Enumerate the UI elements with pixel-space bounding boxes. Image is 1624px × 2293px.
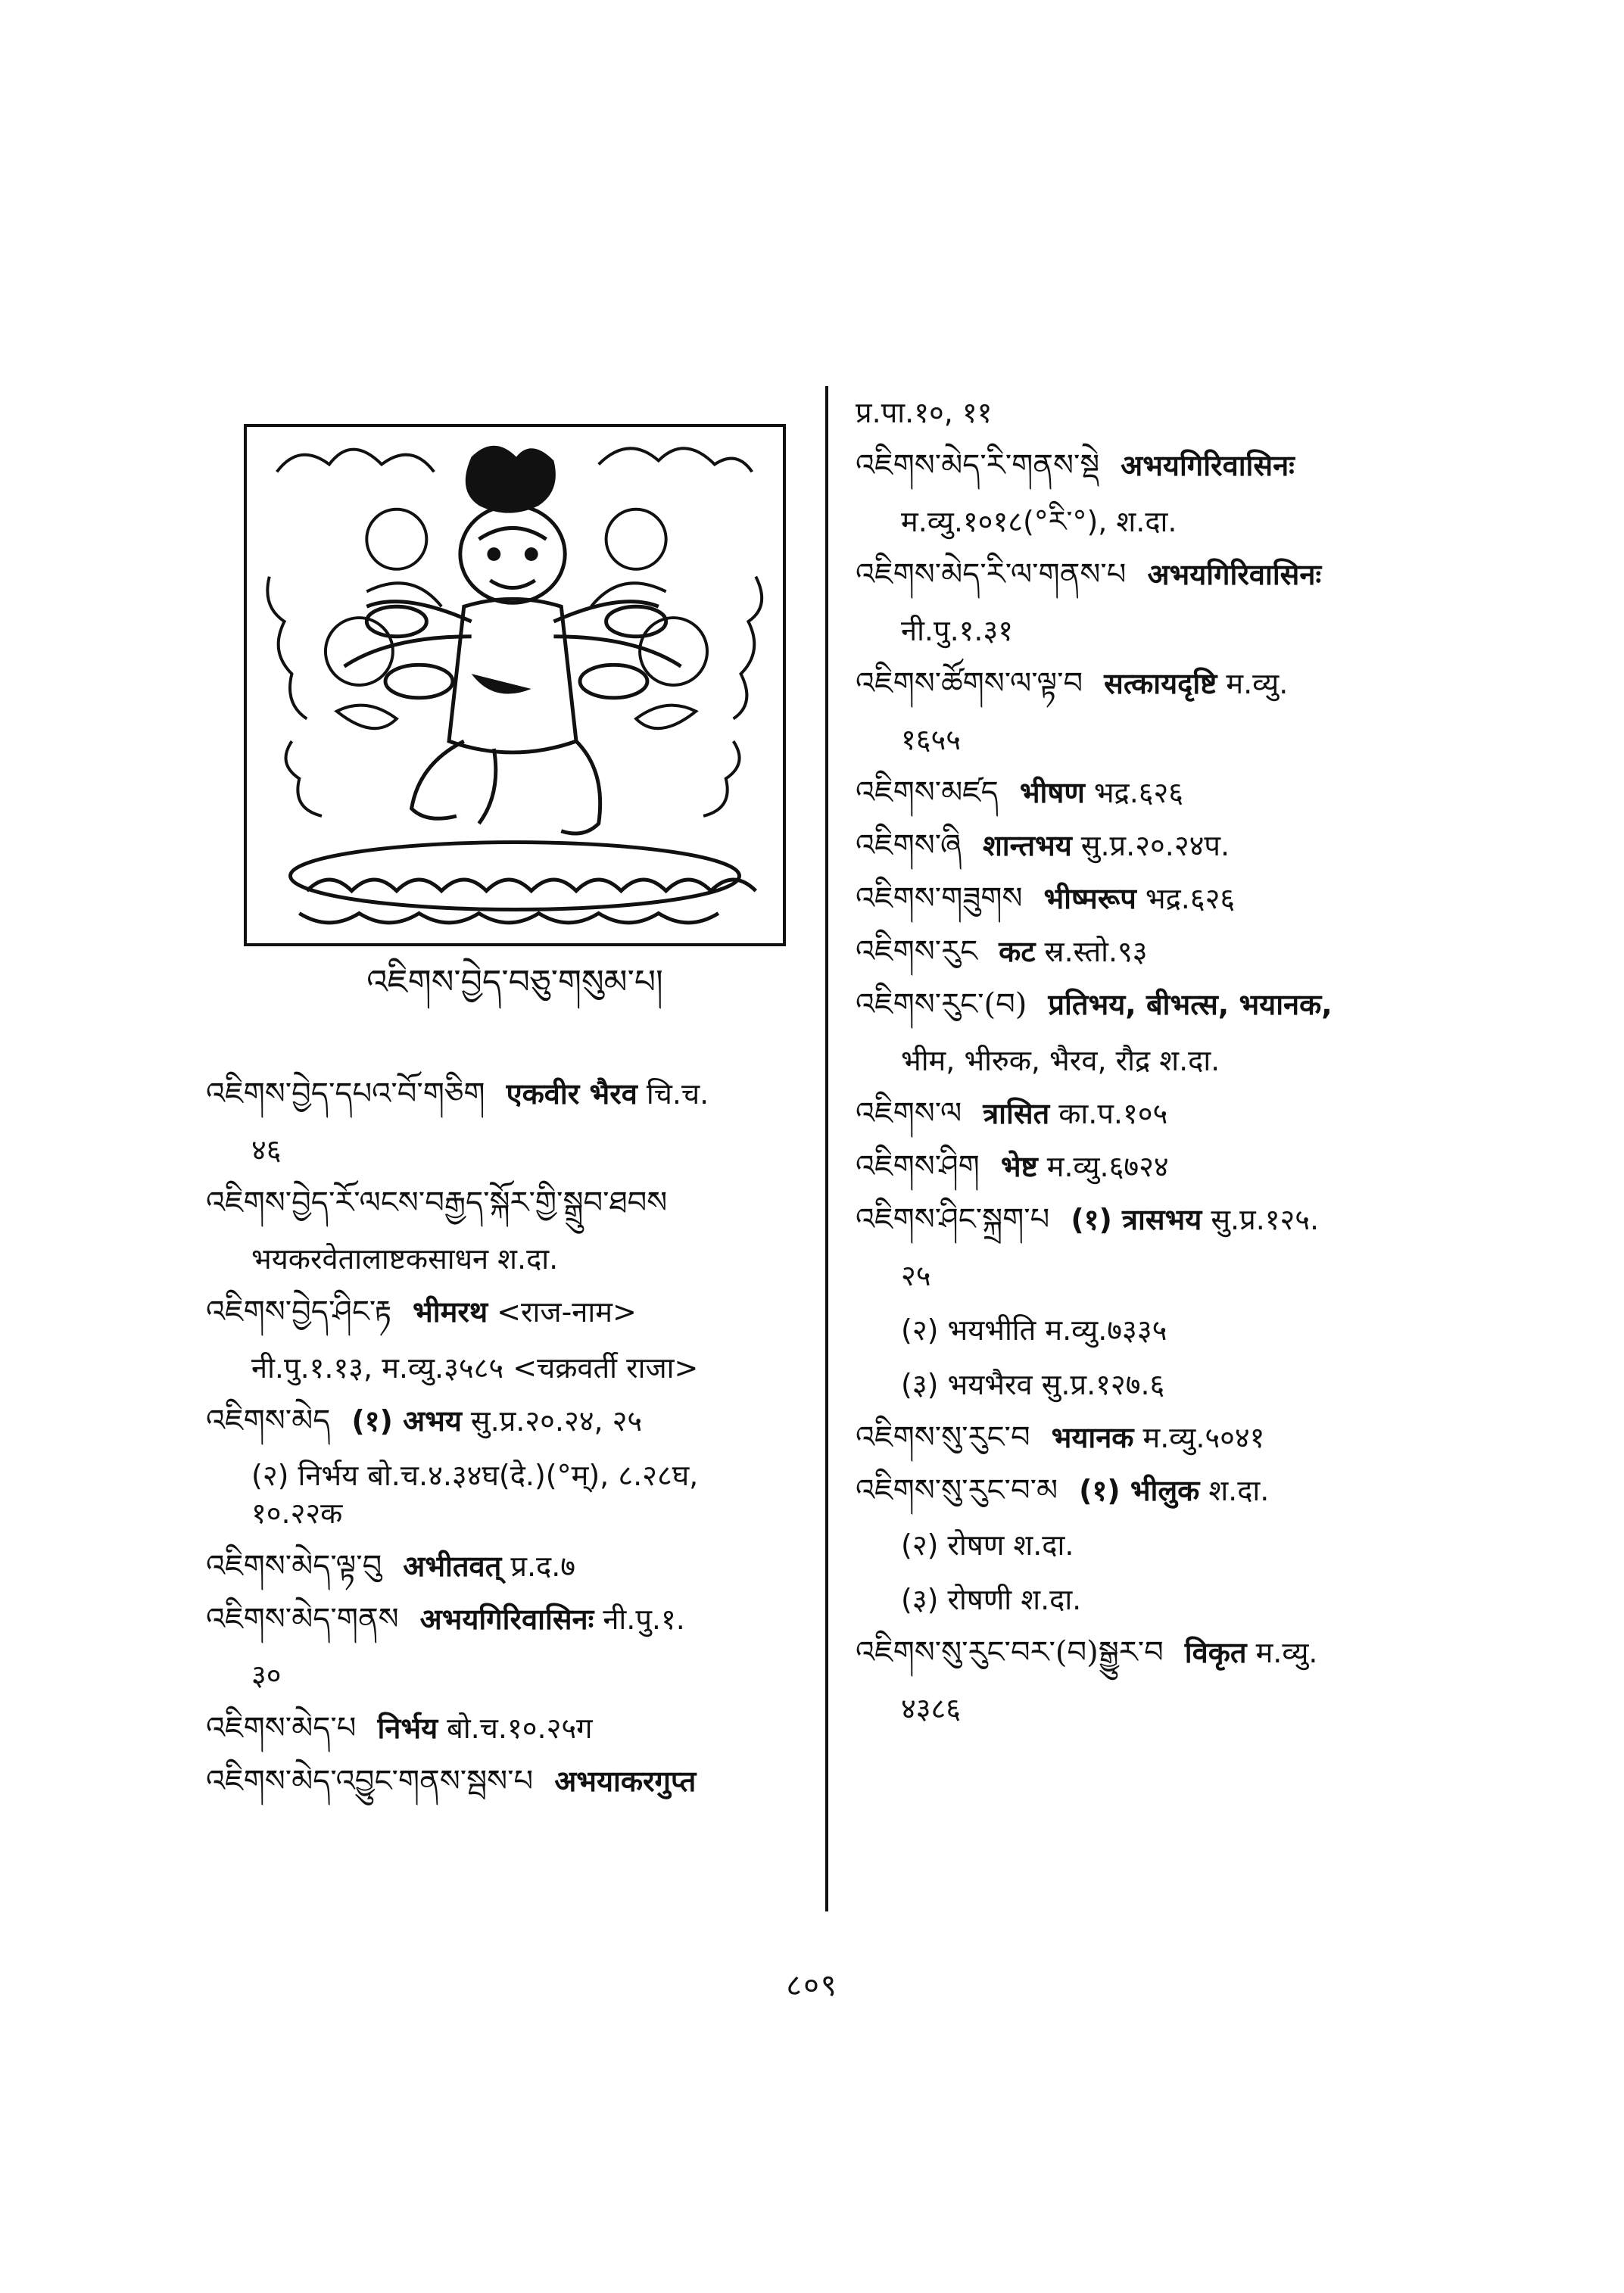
tibetan-headword: འཇིགས་བྱེད་རོ་ལངས་བརྒྱད་སྐོར་གྱི་སྒྲུབ་ཐབས — [206, 1185, 668, 1220]
column-divider — [825, 386, 828, 1911]
dictionary-entry — [206, 1184, 789, 1278]
tibetan-headword: འཇིགས་མེད་རི་ལ་གནས་པ — [856, 557, 1127, 592]
entry-headline — [856, 1419, 1431, 1456]
sanskrit-equivalent: अभयाकरगुप्त — [554, 1765, 697, 1798]
source-reference: <राज-नाम> — [497, 1295, 637, 1329]
sanskrit-equivalent: (१) त्रासभय — [1071, 1203, 1202, 1236]
entry-sense: (२) रोषण श.दा. — [901, 1528, 1074, 1562]
entry-headline — [206, 1547, 789, 1585]
entry-sense: (२) निर्भय बो.च.४.३४घ(दे.)(°म्), ८.२८घ, १०.२२क — [251, 1459, 699, 1530]
tibetan-headword: འཇིགས་མེད་ལྟ་བུ — [206, 1549, 382, 1584]
sanskrit-equivalent: भयानक — [1051, 1421, 1134, 1454]
sanskrit-equivalent: (१) अभय — [351, 1404, 462, 1438]
sanskrit-equivalent: कट — [999, 935, 1036, 968]
source-reference: सु.प्र.२०.२४, २५ — [470, 1404, 643, 1438]
entry-sense: (२) भयभीति म.व्यु.७३३५ — [901, 1313, 1167, 1347]
sanskrit-equivalent: अभीतवत् — [403, 1550, 502, 1583]
sanskrit-equivalent: अभयगिरिवासिनः — [1147, 558, 1322, 591]
entry-headline — [856, 1634, 1431, 1671]
tibetan-headword: འཇིགས་ཞི — [856, 828, 962, 863]
tibetan-headword: འཇིགས་མེད་རི་གནས་སྡེ — [856, 448, 1100, 483]
sanskrit-equivalent: (१) भीलुक — [1079, 1474, 1200, 1507]
dictionary-entry — [856, 1472, 1431, 1618]
sanskrit-equivalent: शान्तभय — [982, 829, 1072, 862]
entry-headline — [856, 447, 1431, 484]
dictionary-entry — [856, 1634, 1431, 1728]
entry-continuation: भीम, भीरुक, भैरव, रौद्र श.दा. — [901, 1044, 1220, 1077]
tibetan-headword: འཇིགས་མེད་གནས — [206, 1602, 399, 1637]
entry-headline — [856, 933, 1431, 970]
entry-headline — [856, 1095, 1431, 1132]
tibetan-headword: འཇིགས་སུ་རུང་བར་(བ)སྒྱུར་བ — [856, 1635, 1164, 1670]
dictionary-entry — [856, 1148, 1431, 1185]
right-column — [856, 394, 1431, 1743]
entry-headline — [856, 665, 1431, 703]
sanskrit-equivalent: विकृत — [1184, 1636, 1247, 1669]
entry-headline — [856, 774, 1431, 812]
tibetan-headword: འཇིགས་ཤིང་སྐྲག་པ — [856, 1202, 1050, 1237]
entry-continuation: भयकरवेतालाष्टकसाधन श.दा. — [251, 1242, 559, 1276]
page-number: ८०९ — [786, 1968, 838, 2003]
tibetan-headword: འཇིགས་མཛད — [856, 775, 999, 810]
source-reference: म.व्यु. — [1226, 667, 1289, 700]
dictionary-entry — [856, 556, 1431, 650]
entry-continuation: ४३८६ — [901, 1692, 962, 1725]
tibetan-headword: འཇིགས་ཤིག — [856, 1149, 980, 1184]
dictionary-entry — [856, 665, 1431, 759]
dictionary-entry — [856, 933, 1431, 970]
tibetan-headword: འཇིགས་རུང་(བ) — [856, 987, 1027, 1022]
sanskrit-equivalent: प्रतिभय, बीभत्स, भयानक, — [1048, 988, 1333, 1021]
entry-sense: (३) भयभैरव सु.प्र.१२७.६ — [901, 1368, 1165, 1401]
entry-headline — [206, 1184, 789, 1222]
entry-headline — [206, 1709, 789, 1747]
sanskrit-equivalent: भीषण — [1019, 776, 1085, 809]
source-reference: श.दा. — [1208, 1474, 1270, 1507]
entry-headline — [856, 556, 1431, 594]
dictionary-entry — [856, 986, 1431, 1080]
source-reference: म.व्यु.६७२४ — [1046, 1150, 1169, 1183]
tibetan-headword: འཇིགས་མེད་འབྱུང་གནས་སྦས་པ — [206, 1764, 534, 1799]
entry-sense: (३) रोषणी श.दा. — [901, 1583, 1082, 1616]
sanskrit-equivalent: अभयगिरिवासिनः — [1121, 449, 1295, 482]
entry-headline — [856, 880, 1431, 918]
entry-continuation: १६५५ — [901, 723, 962, 756]
entry-headline — [856, 827, 1431, 865]
source-reference: प्र.पा.१०, ११ — [856, 396, 993, 429]
entry-headline — [206, 1075, 789, 1113]
entry-headline — [206, 1402, 789, 1440]
sanskrit-equivalent: निर्भय — [377, 1712, 438, 1745]
entry-continuation: नी.पु.१.३१ — [901, 614, 1014, 647]
source-reference: चि.च. — [646, 1077, 709, 1111]
entry-headline — [856, 1148, 1431, 1185]
source-reference: म.व्यु.५०४१ — [1142, 1421, 1265, 1454]
tibetan-headword: འཇིགས་བྱེད་དཔའ་བོ་གཅིག — [206, 1076, 485, 1111]
entry-continuation: ४६ — [251, 1133, 282, 1167]
sanskrit-equivalent: भीष्मरूप — [1043, 882, 1136, 915]
sanskrit-equivalent: सत्कायदृष्टि — [1104, 667, 1217, 700]
entry-headline — [856, 1201, 1431, 1238]
source-reference: स्र.स्तो.९३ — [1044, 935, 1148, 968]
dictionary-entry — [206, 1402, 789, 1532]
entry-headline — [206, 1293, 789, 1331]
tibetan-headword: འཇིགས་སུ་རུང་བ་མ — [856, 1473, 1058, 1508]
sanskrit-equivalent: भेष्ट — [1000, 1150, 1038, 1183]
dictionary-entry — [856, 774, 1431, 812]
entry-headline — [856, 986, 1431, 1023]
dictionary-entry — [856, 827, 1431, 865]
source-reference: सु.प्र.२०.२४प. — [1080, 829, 1230, 862]
sanskrit-equivalent: त्रासित — [983, 1097, 1050, 1130]
dictionary-entry — [856, 1201, 1431, 1404]
dictionary-entry — [206, 1709, 789, 1747]
tibetan-headword: འཇིགས་སུ་རུང་བ — [856, 1420, 1030, 1455]
source-reference: भद्र.६२६ — [1093, 776, 1184, 809]
entry-continuation: ३० — [251, 1659, 282, 1692]
source-reference: सु.प्र.१२५. — [1211, 1203, 1320, 1236]
source-reference: बो.च.१०.२५ग — [447, 1712, 593, 1745]
deity-image — [247, 427, 783, 943]
sanskrit-equivalent: भीमरथ — [413, 1295, 488, 1329]
source-reference: का.प.१०५ — [1058, 1097, 1168, 1130]
tibetan-headword: འཇིགས་ལ — [856, 1096, 962, 1131]
tibetan-headword: འཇིགས་མེད — [206, 1404, 331, 1438]
dictionary-entry — [856, 394, 1431, 431]
dictionary-entry — [206, 1600, 789, 1694]
tibetan-headword: འཇིགས་བྱེད་ཤིང་རྟ — [206, 1294, 392, 1329]
dictionary-entry — [206, 1762, 789, 1800]
tibetan-headword: འཇིགས་གཟུགས — [856, 881, 1023, 916]
entry-continuation: २५ — [901, 1259, 931, 1292]
illustration-caption: འཇིགས་བྱེད་བཅུ་གསུམ་པ། — [366, 963, 663, 1002]
entry-headline — [856, 1472, 1431, 1509]
entry-continuation: नी.पु.१.१३, म.व्यु.३५८५ <चक्रवर्ती राजा> — [251, 1351, 699, 1385]
dictionary-entry — [856, 880, 1431, 918]
tibetan-headword: འཇིགས་ཚོགས་ལ་ལྟ་བ — [856, 666, 1083, 701]
dictionary-entry — [206, 1075, 789, 1169]
source-reference: भद्र.६२६ — [1145, 882, 1236, 915]
source-reference: प्र.द.७ — [510, 1550, 576, 1583]
sanskrit-equivalent: एकवीर भैरव — [506, 1077, 637, 1111]
entry-headline — [856, 394, 1431, 431]
source-reference: नी.पु.१. — [603, 1603, 685, 1636]
dictionary-entry — [856, 1095, 1431, 1132]
entry-continuation: म.व्यु.१०१८(°རི་°), श.दा. — [901, 505, 1177, 538]
entry-headline — [206, 1762, 789, 1800]
dictionary-entry — [206, 1547, 789, 1585]
dictionary-entry — [856, 1419, 1431, 1456]
deity-illustration — [244, 424, 786, 946]
source-reference: म.व्यु. — [1255, 1636, 1318, 1669]
dictionary-entry — [856, 447, 1431, 541]
tibetan-headword: འཇིགས་རུང — [856, 934, 978, 969]
left-column — [206, 1075, 789, 1815]
tibetan-headword: འཇིགས་མེད་པ — [206, 1711, 357, 1746]
dictionary-entry — [206, 1293, 789, 1387]
entry-headline — [206, 1600, 789, 1638]
sanskrit-equivalent: अभयगिरिवासिनः — [419, 1603, 594, 1636]
